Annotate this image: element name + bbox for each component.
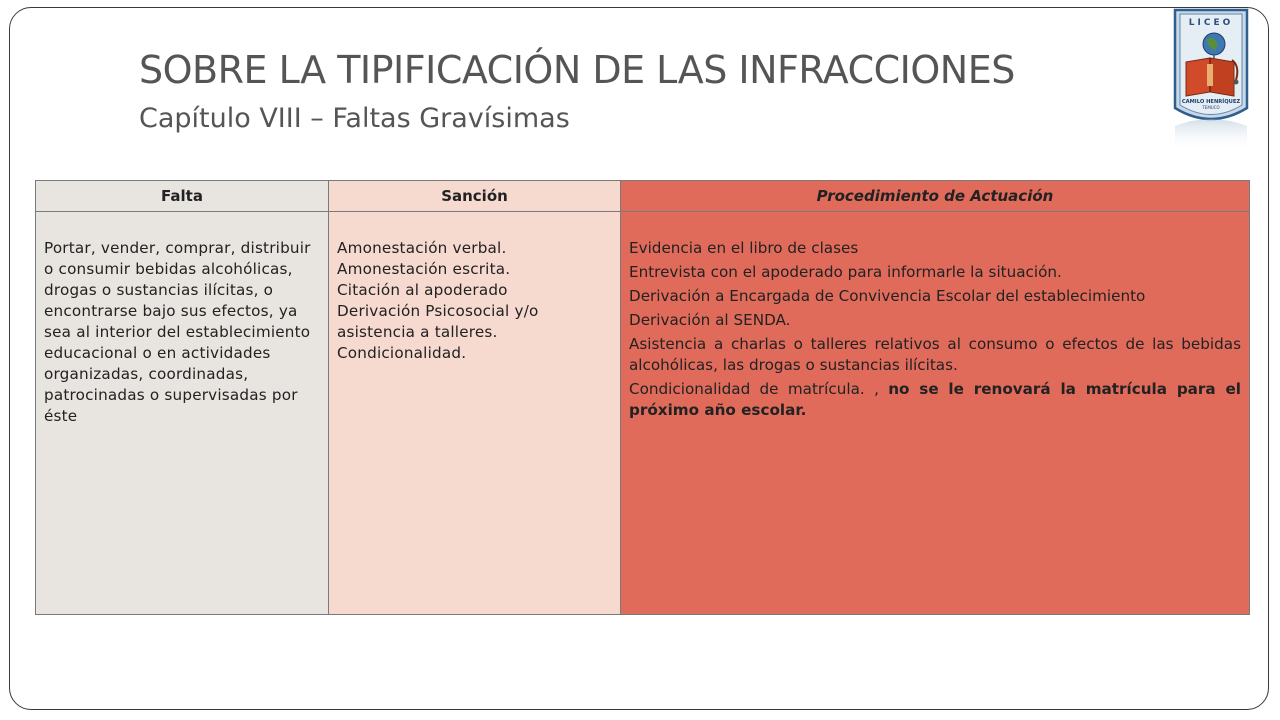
header-sancion: Sanción bbox=[329, 181, 621, 212]
procedimiento-item: Derivación a Encargada de Convivencia Escolar del establecimiento bbox=[629, 287, 1146, 305]
cell-falta bbox=[36, 212, 329, 615]
school-logo bbox=[1172, 8, 1250, 152]
procedimiento-item: Asistencia a charlas o talleres relativos al consumo o efectos de las bebidas alcohólicas, las drogas o sustancias ilícitas. bbox=[629, 335, 1241, 374]
sancion-item: Condicionalidad. bbox=[337, 344, 467, 362]
slide-subtitle: Capítulo VIII – Faltas Gravísimas bbox=[139, 103, 570, 134]
header-falta: Falta bbox=[36, 181, 329, 212]
procedimiento-final bbox=[629, 379, 1241, 421]
svg-text:CAMILO HENRÍQUEZ: CAMILO HENRÍQUEZ bbox=[1181, 99, 1241, 105]
svg-text:LICEO: LICEO bbox=[1188, 18, 1234, 28]
sancion-item: Amonestación escrita. bbox=[337, 260, 511, 278]
sancion-item: Derivación Psicosocial y/o asistencia a talleres. bbox=[337, 302, 539, 341]
table-row bbox=[36, 212, 1250, 615]
cell-sancion bbox=[329, 212, 621, 615]
cell-procedimiento bbox=[621, 212, 1250, 615]
procedimiento-item: Evidencia en el libro de clases bbox=[629, 239, 859, 257]
table-header-row bbox=[36, 181, 1250, 212]
falta-text: Portar, vender, comprar, distribuir o consumir bebidas alcohólicas, drogas o sustancias ilícitas, o encontrarse bajo sus efectos, ya sea al interior del establecimiento educacional o en actividades organizadas, coordinadas, patrocinadas o supervisadas por éste bbox=[44, 239, 311, 425]
procedimiento-item: Entrevista con el apoderado para informarle la situación. bbox=[629, 263, 1062, 281]
slide-title: SOBRE LA TIPIFICACIÓN DE LAS INFRACCIONES bbox=[139, 48, 1015, 92]
sancion-item: Amonestación verbal. bbox=[337, 239, 507, 257]
svg-text:TEMUCO: TEMUCO bbox=[1202, 105, 1220, 110]
procedimiento-item: Derivación al SENDA. bbox=[629, 311, 791, 329]
infracciones-table bbox=[35, 180, 1250, 615]
procedimiento-final-bold: no se le renovará la matrícula para el próximo año escolar. bbox=[629, 380, 1241, 419]
procedimiento-final-text: Condicionalidad de matrícula. , bbox=[629, 380, 889, 398]
sancion-item: Citación al apoderado bbox=[337, 281, 508, 299]
header-procedimiento: Procedimiento de Actuación bbox=[621, 181, 1250, 212]
